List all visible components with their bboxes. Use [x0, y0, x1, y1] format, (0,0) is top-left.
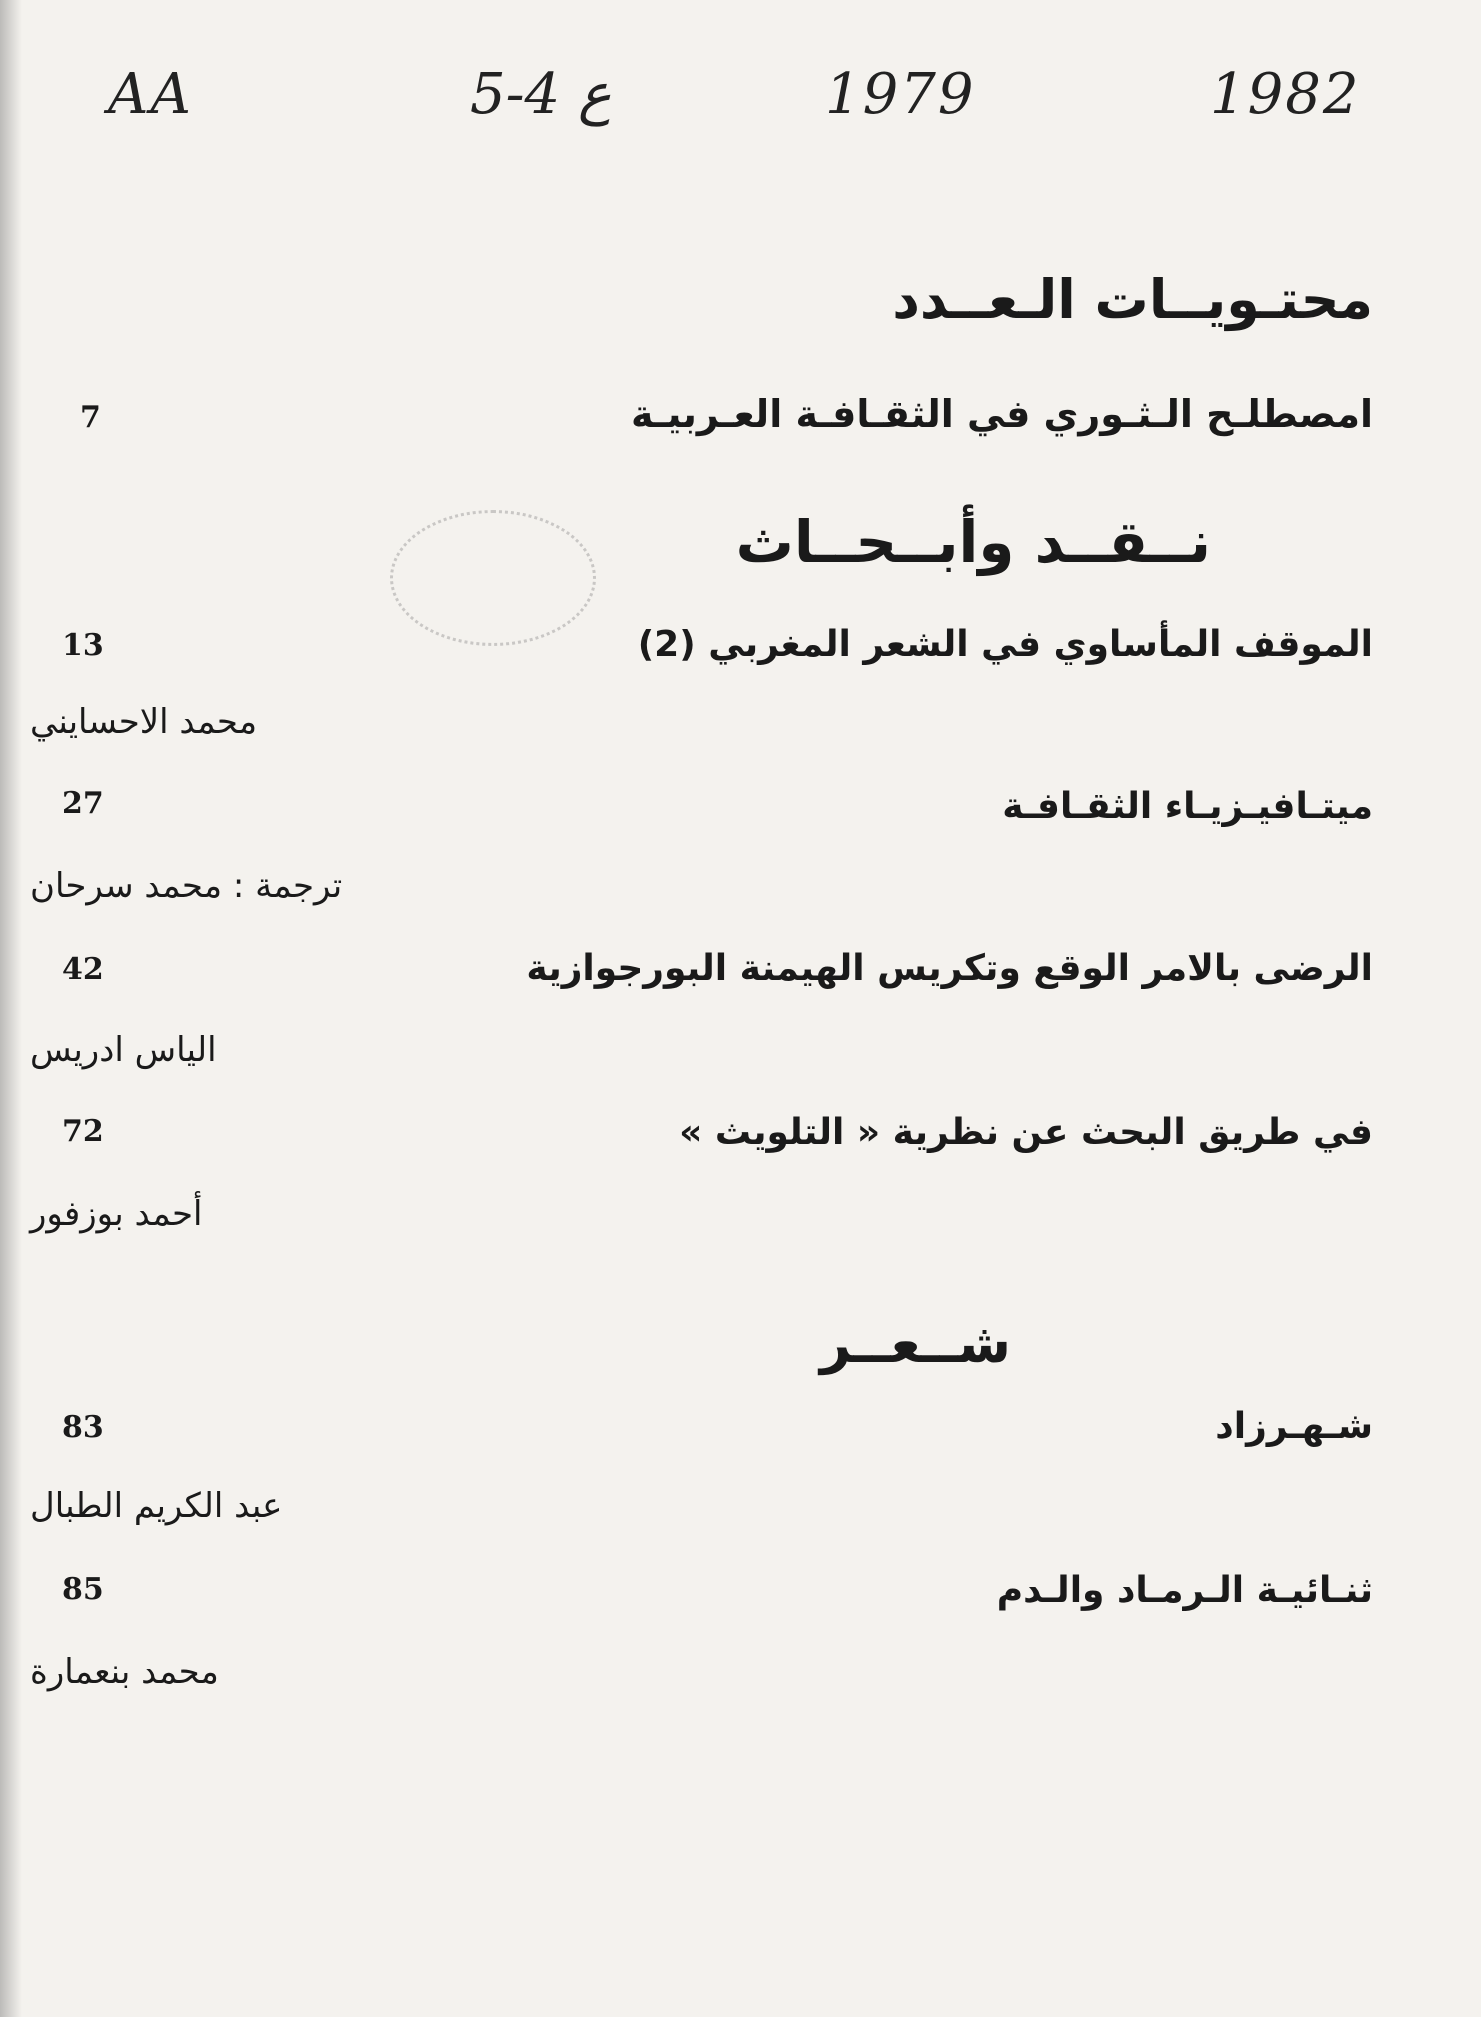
faint-stamp-mark — [390, 510, 596, 646]
poem-1-page: 83 — [62, 1410, 104, 1445]
study-1-author: محمد الاحسايني — [30, 702, 258, 742]
poem-2-title: ثنـائيـة الـرمـاد والـدم — [996, 1570, 1373, 1611]
study-1-title: الموقف المأساوي في الشعر المغربي (2) — [637, 624, 1373, 665]
study-1-page: 13 — [62, 628, 104, 663]
handwritten-ref: AA — [108, 62, 193, 127]
poem-2-page: 85 — [62, 1572, 104, 1607]
section-poetry-heading: شــعــر — [819, 1312, 1011, 1375]
study-2-title: ميتـافيـزيـاء الثقـافـة — [1002, 786, 1373, 827]
handwritten-year-a: 1979 — [825, 62, 976, 127]
section-studies-heading: نــقــد وأبــحــاث — [735, 508, 1211, 576]
study-3-page: 42 — [62, 952, 104, 987]
scan-edge-shadow — [0, 0, 22, 2017]
study-2-page: 27 — [62, 786, 104, 821]
intro-title: امصطلـح الـثـوري في الثقـافـة العـربيـة — [631, 392, 1373, 436]
handwritten-year-b: 1982 — [1210, 62, 1361, 127]
poem-1-title: شـهـرزاد — [1215, 1406, 1373, 1447]
study-4-title: في طريق البحث عن نظرية « التلويث » — [679, 1112, 1373, 1153]
study-4-page: 72 — [62, 1114, 104, 1149]
intro-page: 7 — [80, 400, 101, 435]
study-2-author: ترجمة : محمد سرحان — [30, 866, 343, 906]
poem-2-author: محمد بنعمارة — [30, 1652, 219, 1692]
study-3-author: الياس ادريس — [30, 1030, 217, 1070]
handwritten-code: 5-4 ع — [470, 62, 612, 127]
study-4-author: أحمد بوزفور — [30, 1194, 203, 1234]
study-3-title: الرضى بالامر الوقع وتكريس الهيمنة البورجوازية — [526, 948, 1373, 989]
contents-heading: محتـويــات الـعــدد — [892, 268, 1373, 331]
poem-1-author: عبد الكريم الطبال — [30, 1486, 283, 1526]
